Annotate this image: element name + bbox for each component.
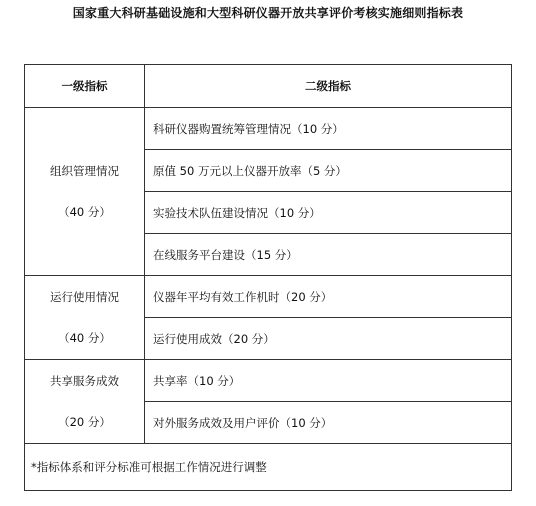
level1-cell <box>25 108 145 276</box>
level1-name: 组织管理情况 <box>50 163 119 178</box>
level1-name: 运行使用情况 <box>50 289 119 304</box>
level2-item: 对外服务成效及用户评价（10 分） <box>145 402 512 444</box>
header-level2: 二级指标 <box>145 65 512 108</box>
level2-item: 科研仪器购置统筹管理情况（10 分） <box>145 108 512 150</box>
level2-item: 仪器年平均有效工作机时（20 分） <box>145 276 512 318</box>
level2-item: 在线服务平台建设（15 分） <box>145 234 512 276</box>
level2-item: 原值 50 万元以上仪器开放率（5 分） <box>145 150 512 192</box>
table-note-row <box>25 444 512 491</box>
level1-score: （40 分） <box>58 204 111 219</box>
level2-item: 运行使用成效（20 分） <box>145 318 512 360</box>
level2-item: 实验技术队伍建设情况（10 分） <box>145 192 512 234</box>
level1-cell <box>25 276 145 360</box>
indicator-table-container <box>24 64 511 491</box>
level1-name: 共享服务成效 <box>50 373 119 388</box>
level2-item: 共享率（10 分） <box>145 360 512 402</box>
level1-cell <box>25 360 145 444</box>
table-header-row <box>25 65 512 108</box>
indicator-table <box>24 64 512 491</box>
level1-score: （20 分） <box>58 414 111 429</box>
header-level1: 一级指标 <box>25 65 145 108</box>
page-title: 国家重大科研基础设施和大型科研仪器开放共享评价考核实施细则指标表 <box>72 6 464 20</box>
table-row <box>25 360 512 402</box>
level1-score: （40 分） <box>58 330 111 345</box>
table-note: *指标体系和评分标准可根据工作情况进行调整 <box>25 444 512 491</box>
table-row <box>25 108 512 150</box>
table-row <box>25 276 512 318</box>
